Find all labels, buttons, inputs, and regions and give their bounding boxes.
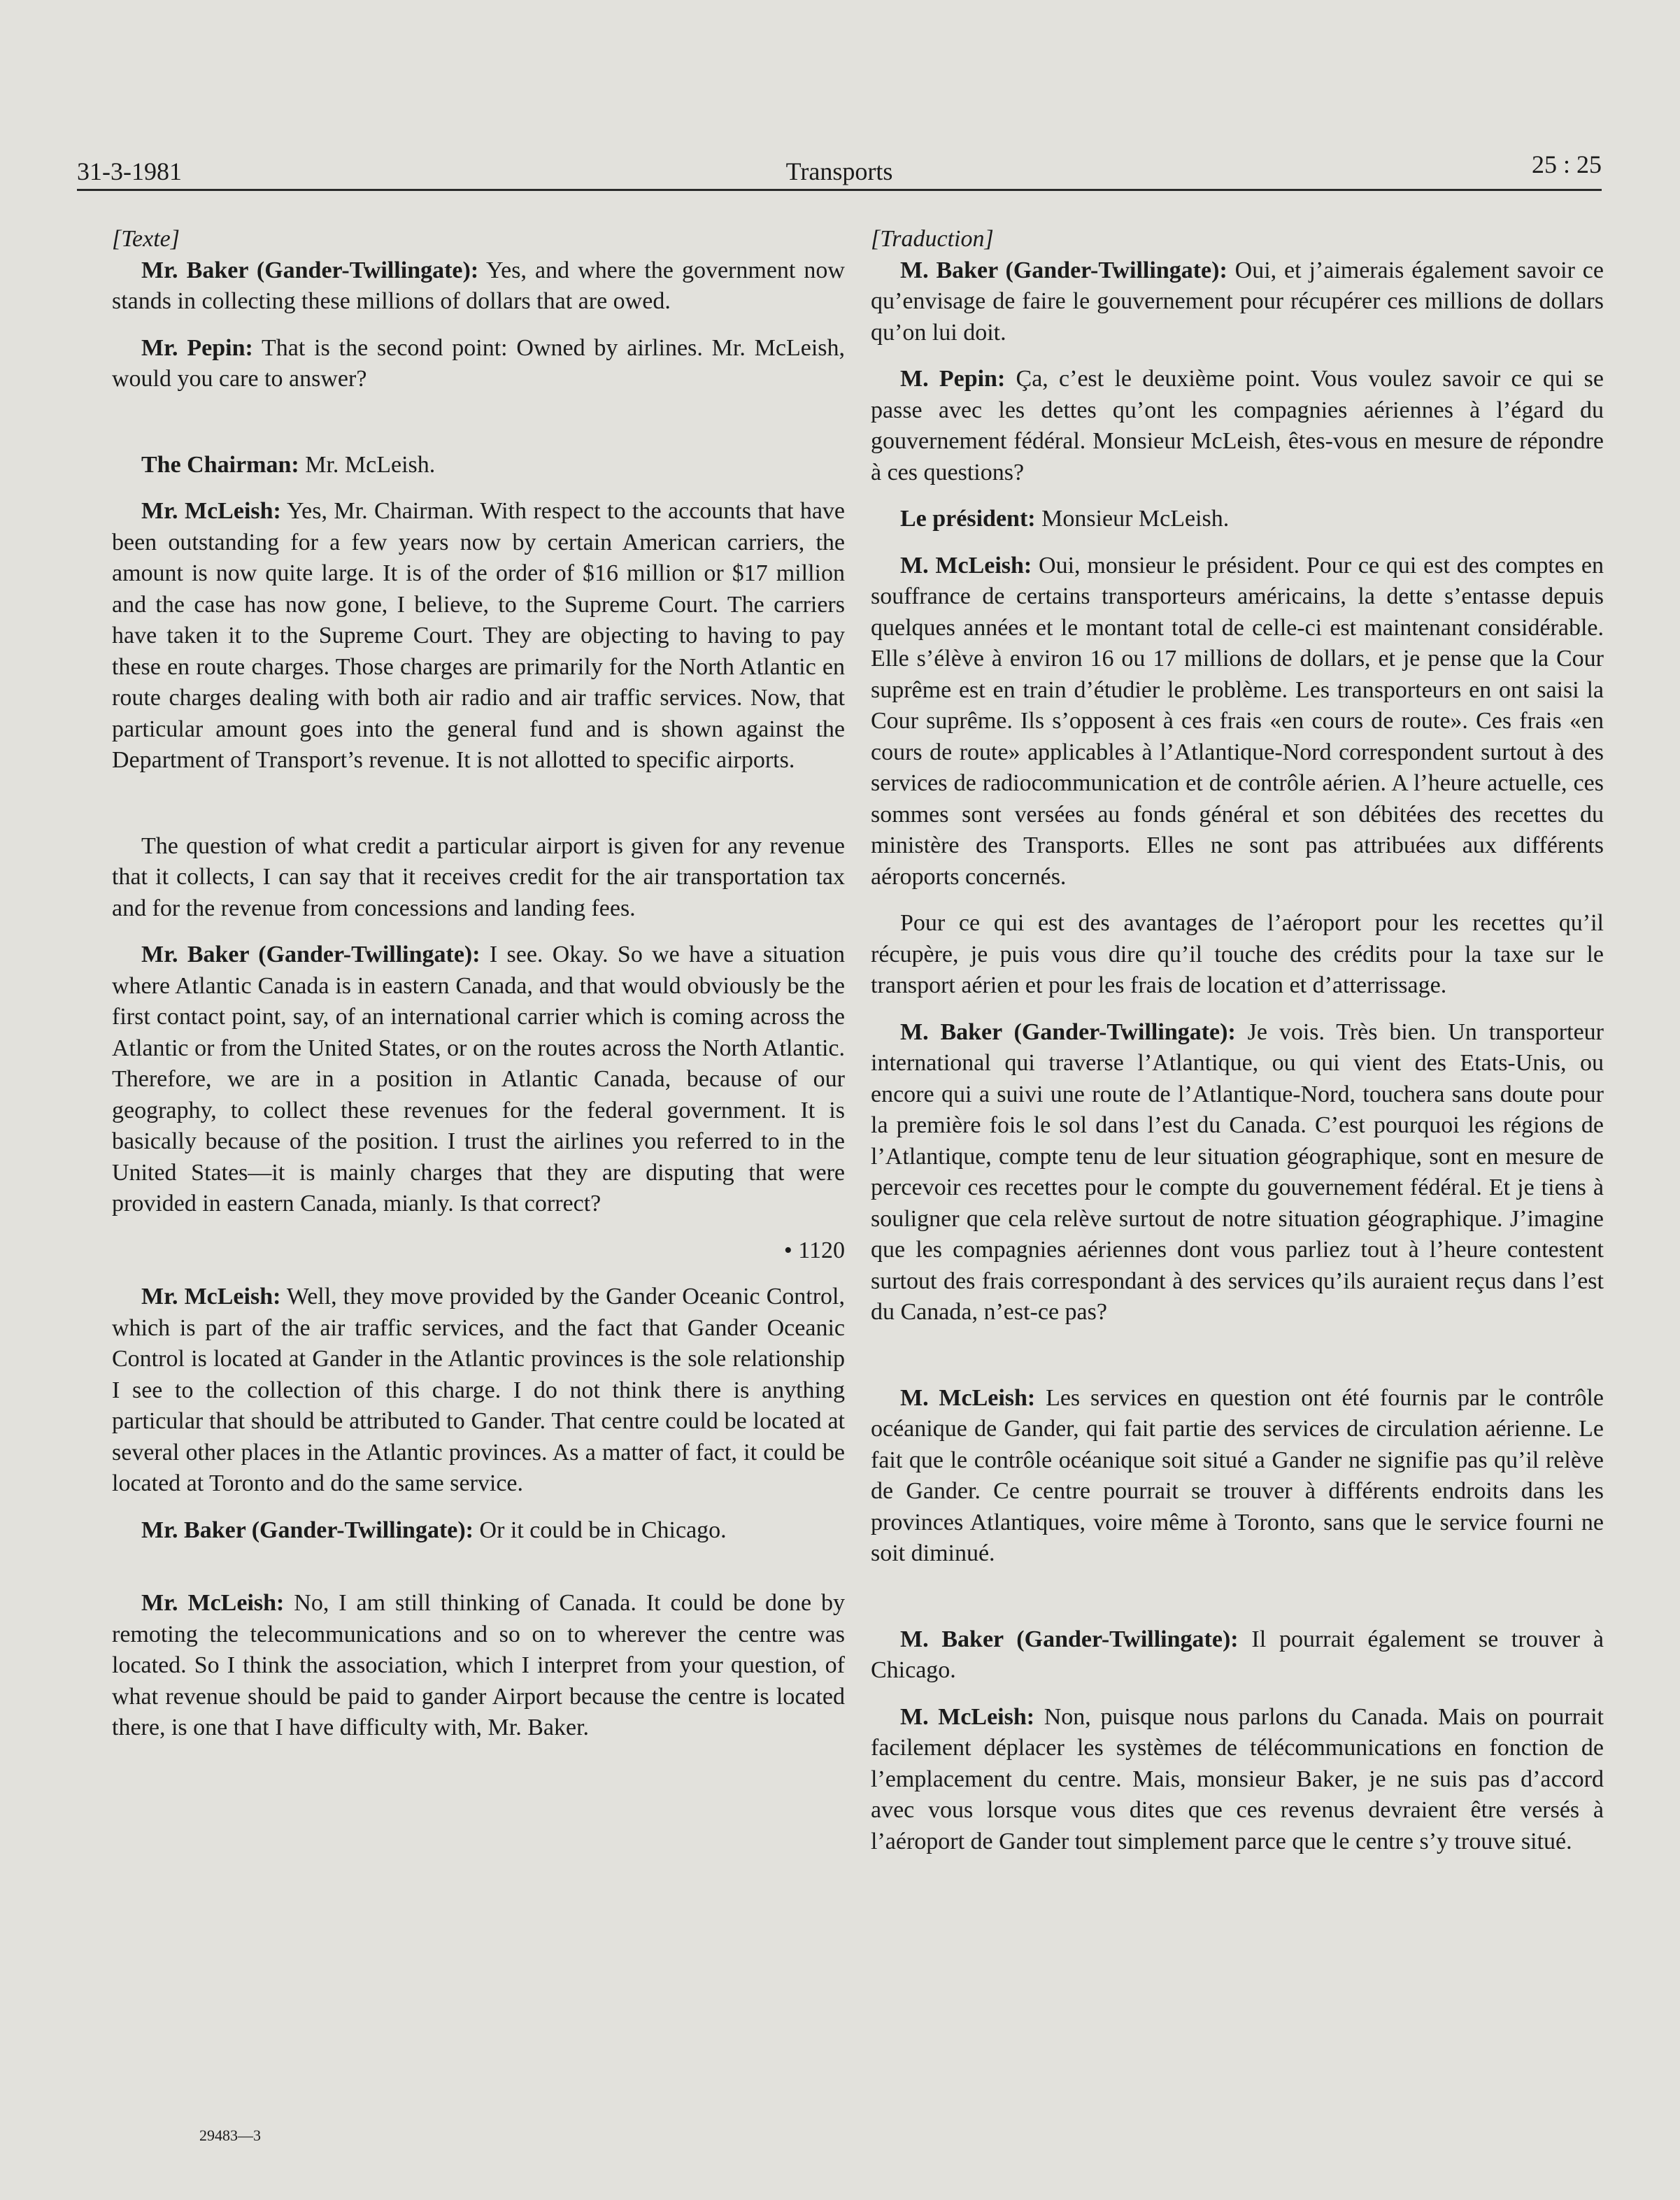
paragraph — [871, 364, 1604, 488]
french-column — [871, 224, 1604, 1873]
paragraph-text: Il pourrait également se trouver à Chicago. — [871, 1626, 1604, 1683]
paragraph — [112, 496, 845, 776]
paragraph — [871, 1702, 1604, 1858]
speaker: M. Baker (Gander-Twillingate): — [900, 257, 1227, 283]
section-label: [Texte] — [112, 226, 180, 252]
speaker: Mr. McLeish: — [141, 1590, 285, 1616]
paragraph-text: Yes, Mr. Chairman. With respect to the accounts that have been outstanding for a few years now by certain American carriers, the amount is now quite large. It is of the order of $16 million or $17 million and the case has now gone, I believe, to the Supreme Court. The carriers have taken it to the Supreme Court. They are objecting to having to pay these en route charges. Those charges are primarily for the North Atlantic en route charges dealing with both air radio and air traffic services. Now, that particular amount goes into the general fund and is shown against the Department of Transport’s revenue. It is not allotted to specific airports. — [112, 498, 846, 773]
paragraph — [112, 1515, 845, 1547]
paragraph — [871, 908, 1604, 1002]
header-title: Transports — [785, 157, 893, 185]
paragraph-text: Yes, and where the government now stands in collecting these millions of dollars that are owed. — [112, 257, 845, 314]
paragraph-text: Oui, et j’aimerais également savoir ce qu’envisage de faire le gouvernement pour récupérer ces millions de dollars qu’on lui doit. — [871, 257, 1604, 346]
speaker: M. McLeish: — [900, 1703, 1035, 1730]
paragraph-text: Monsieur McLeish. — [1035, 506, 1230, 532]
paragraph-text: The question of what credit a particular airport is given for any revenue that it collects, I can say that it receives credit for the air transportation tax and for the revenue from concessions and landing fees. — [112, 832, 845, 921]
paragraph-text: Oui, monsieur le président. Pour ce qui est des comptes en souffrance de certains transporteurs américains, la dette s’entasse depuis quelques années et le montant total de celle-ci est maintenant considérable. Elle s’élève à environ 16 ou 17 millions de dollars, et je pense que la Cour suprême est en train d’étudier le problème. Les transporteurs en ont saisi la Cour suprême. Ils s’opposent à ces frais «en cours de route». Ces frais «en cours de route» applicables à l’Atlantique-Nord correspondent surtout à des services de radiocommunication et de contrôle aérien. A l’heure actuelle, ces sommes sont versées au fonds général et son débitées des recettes du ministère des Transports. Elles ne sont pas attribuées aux différents aéroports concernés. — [871, 552, 1604, 890]
speaker: M. McLeish: — [900, 1384, 1036, 1411]
speaker: Mr. Baker (Gander-Twillingate): — [141, 1517, 474, 1543]
paragraph — [112, 450, 845, 481]
paragraph-text: Je vois. Très bien. Un transporteur international qui traverse l’Atlantique, ou qui vient des Etats-Unis, ou encore qui a suivi une route de l’Atlantique-Nord, touchera sans doute pour la première fois le sol dans l’est du Canada. C’est pourquoi les régions de l’Atlantique, compte tenu de leur situation géographique, sont en mesure de percevoir ces recettes pour le compte du gouvernement fédéral. Et je tiens à souligner que cela relève surtout de notre situation géographique. J’imagine que les compagnies aériennes dont vous parliez tout à l’heure contestent surtout des frais correspondant à des services qu’ils auraient reçus dans l’est du Canada, n’est-ce pas? — [871, 1019, 1604, 1325]
paragraph — [871, 504, 1604, 535]
paragraph-text: Non, puisque nous parlons du Canada. Mais on pourrait facilement déplacer les systèmes de télécommunications en fonction de l’emplacement du centre. Mais, monsieur Baker, je ne suis pas d’accord avec vous lorsque vous dites que ces revenus devraient être versés à l’aéroport de Gander tout simplement parce que le centre s’y trouve situé. — [871, 1703, 1604, 1854]
speaker: Mr. Baker (Gander-Twillingate): — [141, 257, 479, 283]
paragraph-text: That is the second point: Owned by airlines. Mr. McLeish, would you care to answer? — [112, 334, 845, 392]
paragraph — [112, 1588, 845, 1744]
paragraph — [112, 831, 845, 925]
paragraph-text: No, I am still thinking of Canada. It could be done by remoting the telecommunications and so on to wherever the centre was located. So I think the association, which I interpret from your question, of what revenue should be paid to gander Airport because the centre is located there, is one that I have difficulty with, Mr. Baker. — [112, 1590, 846, 1740]
speaker: M. McLeish: — [900, 552, 1032, 579]
speaker: M. Baker (Gander-Twillingate): — [900, 1019, 1236, 1045]
speaker: The Chairman: — [141, 451, 299, 478]
speaker: M. Baker (Gander-Twillingate): — [900, 1626, 1239, 1652]
paragraph — [112, 255, 845, 318]
paragraph-text: I see. Okay. So we have a situation where Atlantic Canada is in eastern Canada, and that would obviously be the first contact point, say, of an international carrier which is coming across the Atlantic or from the United States, or on the routes across the North Atlantic. Therefore, we are in a position in Atlantic Canada, because of our geography, to collect these revenues for the federal government. It is basically because of the position. I trust the airlines you referred to in the United States—it is mainly charges that they are disputing that were provided in eastern Canada, mianly. Is that correct? — [112, 942, 845, 1216]
footer-code: 29483—3 — [199, 2127, 261, 2144]
paragraph-text: Les services en question ont été fournis par le contrôle océanique de Gander, qui fait partie des services de circulation aérienne. Le fait que le contrôle océanique soit situé a Gander ne signifie pas qu’il relève de Gander. Ce centre pourrait se trouver à différents endroits dans les provinces Atlantiques, voire même à Toronto, sans que le service fourni ne soit diminué. — [871, 1384, 1604, 1566]
paragraph — [871, 1017, 1604, 1328]
paragraph — [112, 1282, 845, 1500]
paragraph — [112, 939, 845, 1220]
header-date: 31-3-1981 — [77, 157, 182, 185]
paragraph — [871, 1624, 1604, 1687]
speaker: Le président: — [900, 506, 1036, 532]
header-page-number: 25 : 25 — [1531, 150, 1602, 178]
paragraph — [112, 333, 845, 395]
speaker: M. Pepin: — [900, 366, 1006, 392]
section-label: [Traduction] — [871, 226, 994, 252]
paragraph-text: Well, they move provided by the Gander Oceanic Control, which is part of the air traffic services, and the fact that Gander Oceanic Control is located at Gander in the Atlantic provinces is the sole relationship I see to the collection of this charge. I do not think there is anything particular that should be attributed to Gander. That centre could be located at several other places in the Atlantic provinces. As a matter of fact, it could be located at Toronto and do the same service. — [112, 1284, 846, 1496]
paragraph — [871, 551, 1604, 893]
speaker: Mr. Pepin: — [141, 334, 253, 361]
paragraph-text: Mr. McLeish. — [299, 451, 436, 478]
time-marker: • 1120 — [783, 1237, 845, 1263]
paragraph-text: Or it could be in Chicago. — [474, 1517, 727, 1543]
english-column — [112, 224, 845, 1759]
paragraph-text: Pour ce qui est des avantages de l’aéroport pour les recettes qu’il récupère, je puis vous dire qu’il touche des crédits pour la taxe sur le transport aérien et pour les frais de location et d’atterrissage. — [871, 910, 1604, 998]
speaker: Mr. McLeish: — [141, 1284, 281, 1310]
paragraph — [871, 255, 1604, 349]
paragraph — [871, 1383, 1604, 1570]
speaker: Mr. Baker (Gander-Twillingate): — [141, 942, 480, 967]
speaker: Mr. McLeish: — [141, 498, 281, 524]
paragraph-text: Ça, c’est le deuxième point. Vous voulez savoir ce qui se passe avec les dettes qu’ont les compagnies aériennes à l’égard du gouvernement fédéral. Monsieur McLeish, êtes-vous en mesure de répondre à ces questions? — [871, 366, 1604, 485]
page-header — [77, 147, 1602, 191]
